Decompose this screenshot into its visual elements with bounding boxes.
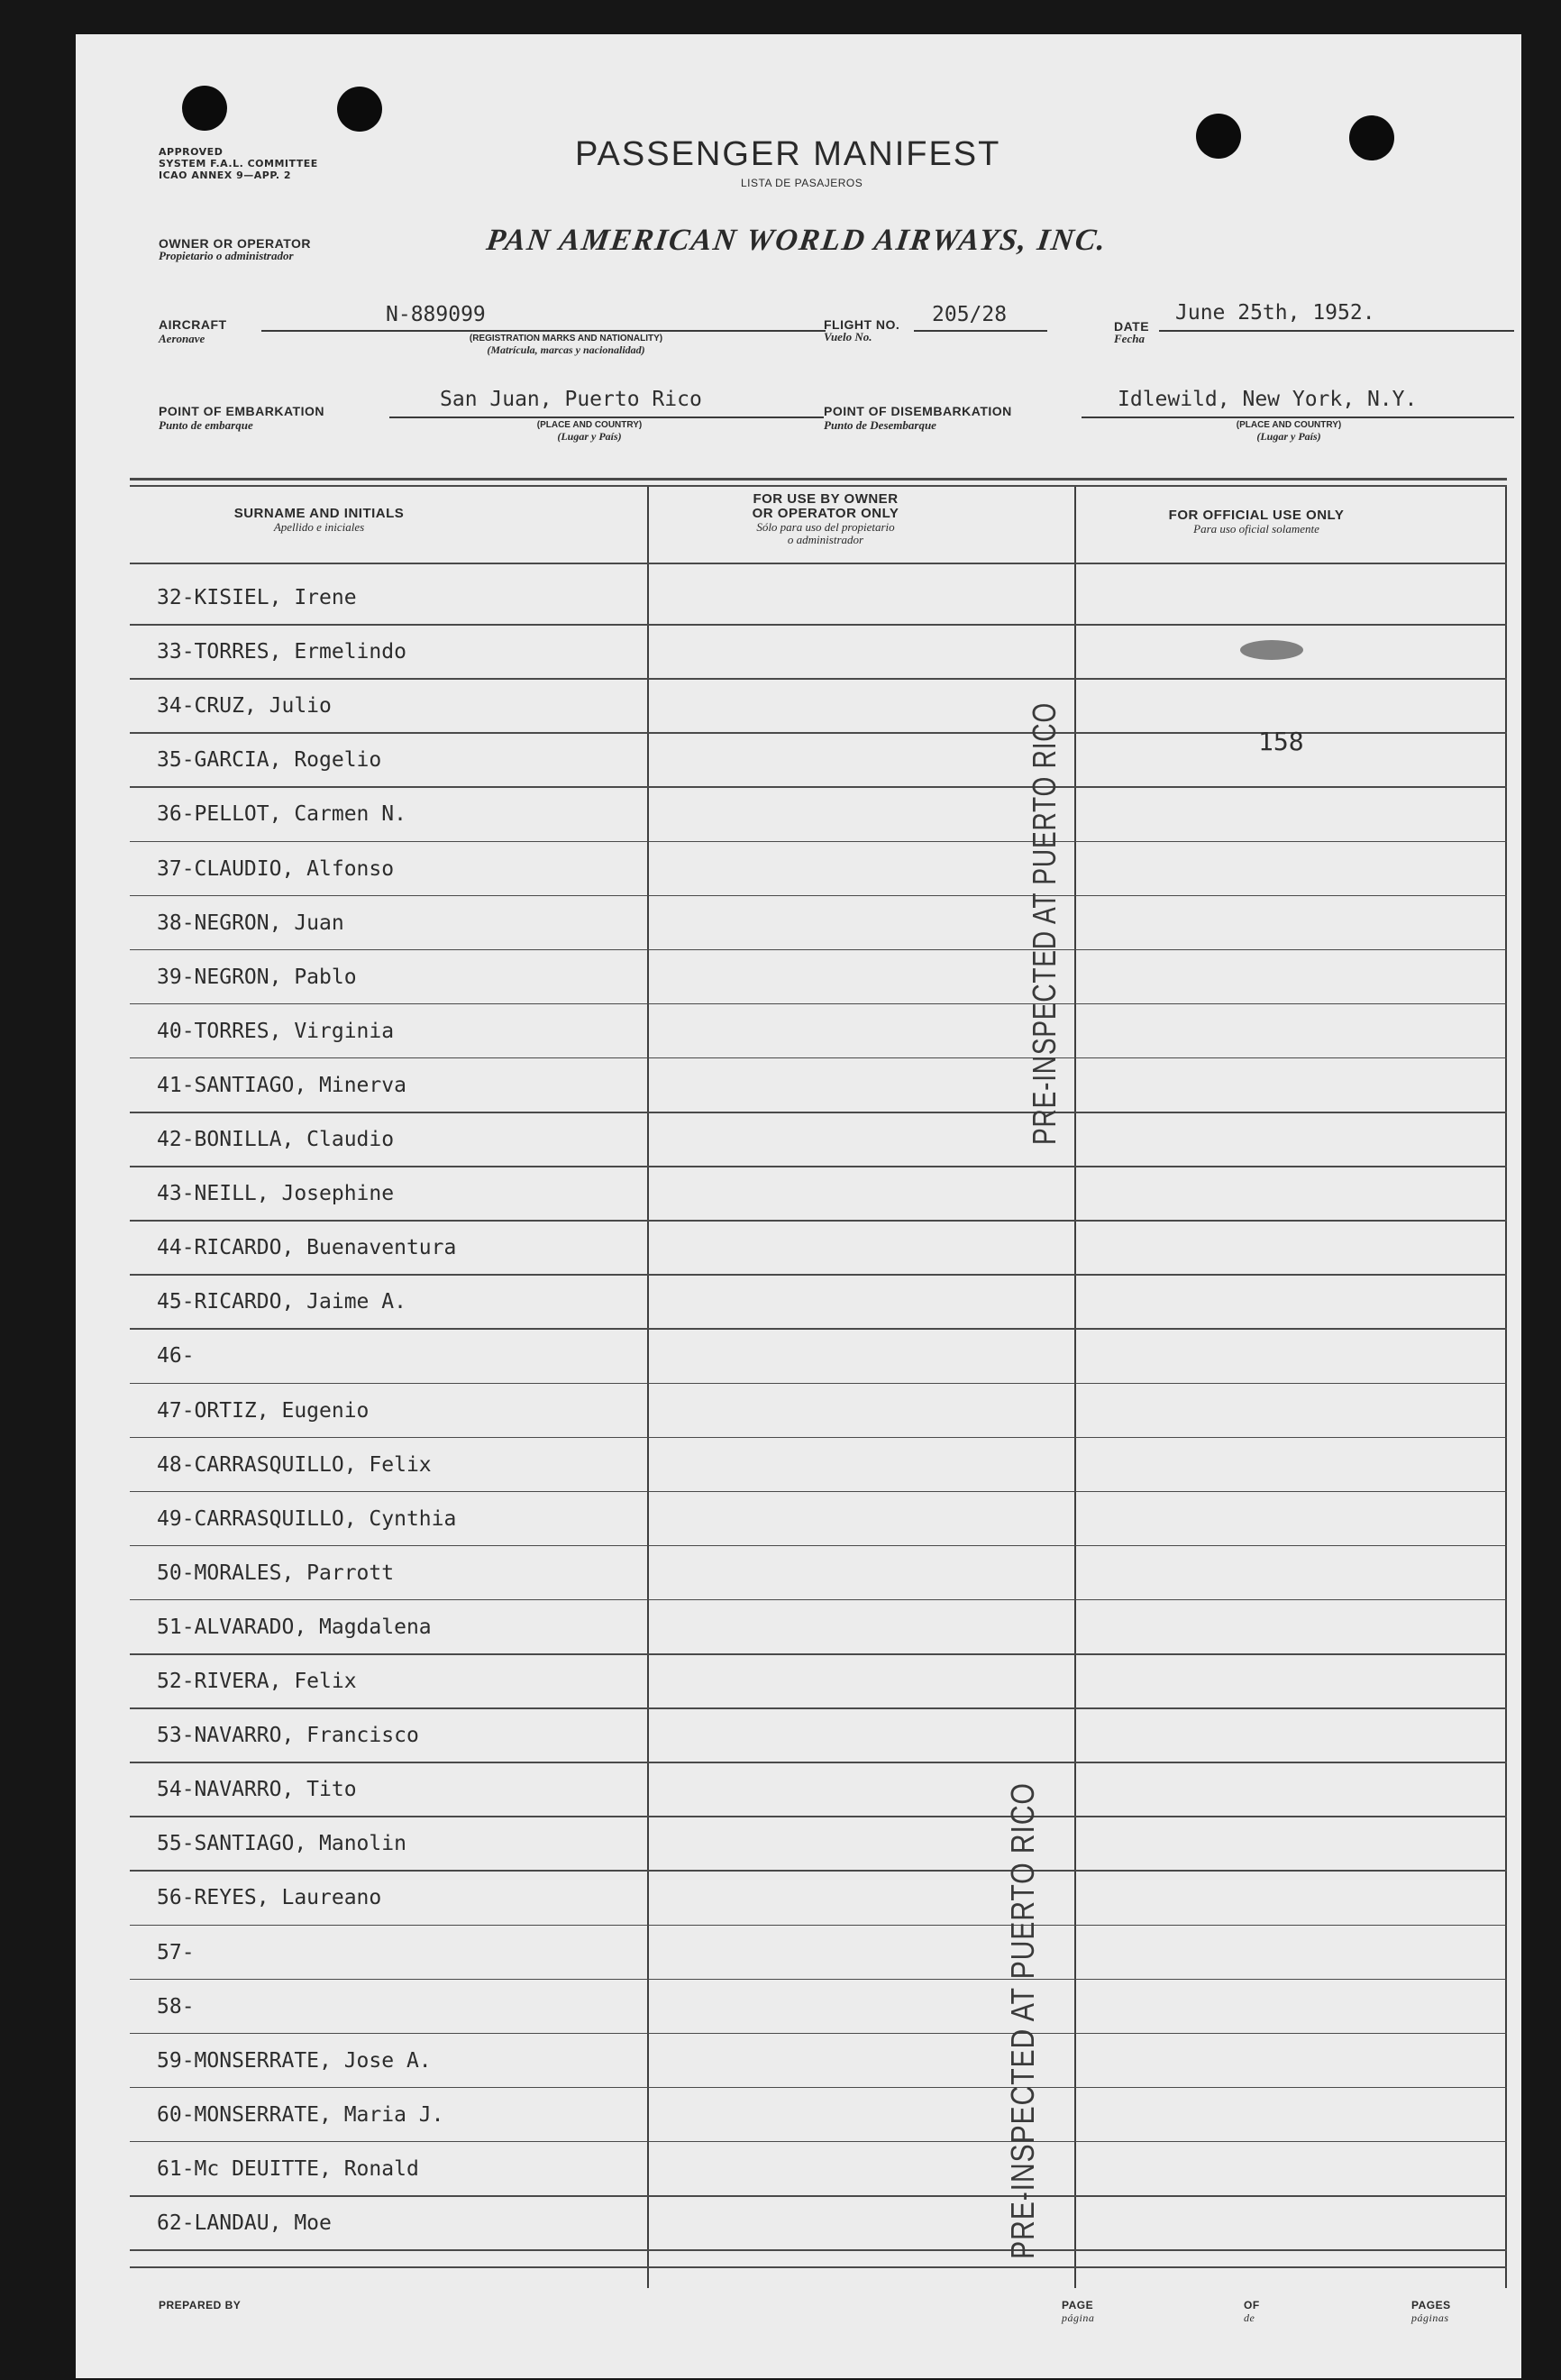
date-underline — [1159, 330, 1514, 332]
passenger-row: 45-RICARDO, Jaime A. — [157, 1290, 406, 1314]
row-rule — [130, 1653, 1507, 1655]
embarkation-label: POINT OF EMBARKATION — [159, 404, 324, 418]
header-row-rule — [130, 563, 1507, 564]
pages-label: PAGES páginas — [1411, 2299, 1451, 2324]
passenger-row: 34-CRUZ, Julio — [157, 694, 332, 719]
table-bottom-rule — [130, 2266, 1507, 2268]
flight-date: June 25th, 1952. — [1175, 301, 1375, 325]
row-rule — [130, 1220, 1507, 1222]
passenger-row: 61-Mc DEUITTE, Ronald — [157, 2156, 419, 2181]
passenger-row: 48-CARRASQUILLO, Felix — [157, 1452, 432, 1477]
row-rule — [130, 895, 1507, 897]
disembarkation-value: Idlewild, New York, N.Y. — [1118, 388, 1418, 411]
page-label: PAGE página — [1062, 2299, 1095, 2324]
owner-label: OWNER OR OPERATOR — [159, 236, 311, 251]
official-count: 158 — [1258, 727, 1304, 756]
row-rule — [130, 1545, 1507, 1547]
row-rule — [130, 841, 1507, 843]
passenger-row: 51-ALVARADO, Magdalena — [157, 1615, 432, 1639]
inspection-stamp-bottom: PRE-INSPECTED AT PUERTO RICO — [1004, 1782, 1041, 2259]
table-top-rule-2 — [130, 485, 1507, 487]
punch-hole-2 — [337, 87, 382, 132]
row-rule — [130, 1112, 1507, 1113]
row-rule — [130, 1816, 1507, 1817]
disembarkation-label-es: Punto de Desembarque — [824, 418, 936, 432]
official-strike-mark — [1240, 640, 1303, 660]
page-subtitle: LISTA DE PASAJEROS — [741, 177, 863, 189]
flight-number: 205/28 — [932, 303, 1008, 326]
passenger-row: 50-MORALES, Parrott — [157, 1561, 395, 1585]
owner-label-es: Propietario o administrador — [159, 249, 294, 262]
passenger-row: 60-MONSERRATE, Maria J. — [157, 2102, 444, 2127]
row-rule — [130, 1979, 1507, 1981]
embarkation-label-es: Punto de embarque — [159, 418, 253, 432]
passenger-row: 57- — [157, 1940, 195, 1964]
passenger-row: 46- — [157, 1344, 195, 1368]
passenger-row: 53-NAVARRO, Francisco — [157, 1724, 419, 1748]
disembarkation-underline — [1082, 416, 1514, 418]
column-head-name: SURNAME AND INITIALS Apellido e iniciales — [233, 506, 405, 534]
passenger-row: 62-LANDAU, Moe — [157, 2211, 332, 2235]
aircraft-registration: N-889099 — [386, 303, 486, 326]
prepared-by-label: PREPARED BY — [159, 2299, 242, 2311]
row-rule — [130, 1003, 1507, 1005]
row-rule — [130, 2033, 1507, 2035]
column-head-owner: FOR USE BY OWNER OR OPERATOR ONLY Sólo para uso del propietario o administrador — [752, 491, 899, 546]
flight-underline — [914, 330, 1047, 332]
embarkation-underline — [389, 416, 824, 418]
row-rule — [130, 1274, 1507, 1276]
aircraft-label-es: Aeronave — [159, 332, 205, 345]
passenger-row: 56-REYES, Laureano — [157, 1886, 382, 1910]
row-rule — [130, 2141, 1507, 2143]
passenger-row: 47-ORTIZ, Eugenio — [157, 1398, 370, 1423]
punch-hole-1 — [182, 86, 227, 131]
row-rule — [130, 624, 1507, 626]
approval-note: APPROVED SYSTEM F.A.L. COMMITTEE ICAO ANNEX 9—APP. 2 — [159, 146, 318, 181]
embarkation-note: (PLACE AND COUNTRY) (Lugar y País) — [536, 420, 643, 443]
punch-hole-4 — [1349, 115, 1394, 160]
passenger-row: 43-NEILL, Josephine — [157, 1182, 395, 1206]
row-rule — [130, 1328, 1507, 1330]
row-rule — [130, 1762, 1507, 1763]
row-rule — [130, 1166, 1507, 1167]
date-label: DATE — [1114, 319, 1150, 334]
column-divider-2 — [1074, 487, 1076, 2288]
passenger-row: 54-NAVARRO, Tito — [157, 1778, 357, 1802]
passenger-row: 32-KISIEL, Irene — [157, 586, 357, 609]
row-rule — [130, 1057, 1507, 1059]
passenger-row: 35-GARCIA, Rogelio — [157, 748, 382, 773]
embarkation-value: San Juan, Puerto Rico — [440, 388, 702, 411]
date-label-es: Fecha — [1114, 332, 1145, 345]
row-rule — [130, 2195, 1507, 2197]
aircraft-label: AIRCRAFT — [159, 317, 227, 332]
row-rule — [130, 786, 1507, 788]
passenger-row: 36-PELLOT, Carmen N. — [157, 802, 406, 827]
row-rule — [130, 678, 1507, 680]
table-top-rule-1 — [130, 478, 1507, 481]
passenger-row: 49-CARRASQUILLO, Cynthia — [157, 1506, 457, 1531]
operator-name: PAN AMERICAN WORLD AIRWAYS, INC. — [484, 224, 1109, 257]
disembarkation-note: (PLACE AND COUNTRY) (Lugar y País) — [1236, 420, 1342, 443]
row-rule — [130, 1870, 1507, 1872]
row-rule — [130, 1491, 1507, 1493]
passenger-row: 41-SANTIAGO, Minerva — [157, 1073, 406, 1097]
of-label: OF de — [1244, 2299, 1260, 2324]
flight-label-es: Vuelo No. — [824, 330, 872, 343]
punch-hole-3 — [1196, 114, 1241, 159]
inspection-stamp-top: PRE-INSPECTED AT PUERTO RICO — [1026, 702, 1063, 1145]
passenger-row: 55-SANTIAGO, Manolin — [157, 1832, 406, 1856]
passenger-row: 39-NEGRON, Pablo — [157, 965, 357, 989]
passenger-row: 44-RICARDO, Buenaventura — [157, 1236, 457, 1260]
passenger-row: 42-BONILLA, Claudio — [157, 1128, 395, 1151]
manifest-sheet — [76, 34, 1521, 2378]
row-rule — [130, 949, 1507, 951]
disembarkation-label: POINT OF DISEMBARKATION — [824, 404, 1012, 418]
aircraft-note: (REGISTRATION MARKS AND NATIONALITY) (Matrícula, marcas y nacionalidad) — [469, 334, 663, 356]
passenger-row: 59-MONSERRATE, Jose A. — [157, 2048, 432, 2073]
passenger-row: 52-RIVERA, Felix — [157, 1670, 357, 1693]
row-rule — [130, 1925, 1507, 1927]
passenger-row: 37-CLAUDIO, Alfonso — [157, 856, 395, 881]
passenger-row: 38-NEGRON, Juan — [157, 911, 344, 935]
column-divider-1 — [647, 487, 649, 2288]
passenger-row: 58- — [157, 1994, 195, 2018]
row-rule — [130, 1599, 1507, 1601]
aircraft-underline — [261, 330, 826, 332]
passenger-row: 33-TORRES, Ermelindo — [157, 640, 406, 664]
row-rule — [130, 1383, 1507, 1385]
flight-label: FLIGHT NO. — [824, 317, 900, 332]
page-title: PASSENGER MANIFEST — [575, 135, 1001, 173]
row-rule — [130, 1437, 1507, 1439]
row-rule — [130, 2087, 1507, 2089]
column-head-official: FOR OFFICIAL USE ONLY Para uso oficial solamente — [1168, 508, 1345, 536]
row-rule — [130, 1707, 1507, 1709]
table-right-edge — [1505, 487, 1507, 2288]
row-rule — [130, 2249, 1507, 2251]
passenger-row: 40-TORRES, Virginia — [157, 1019, 395, 1043]
